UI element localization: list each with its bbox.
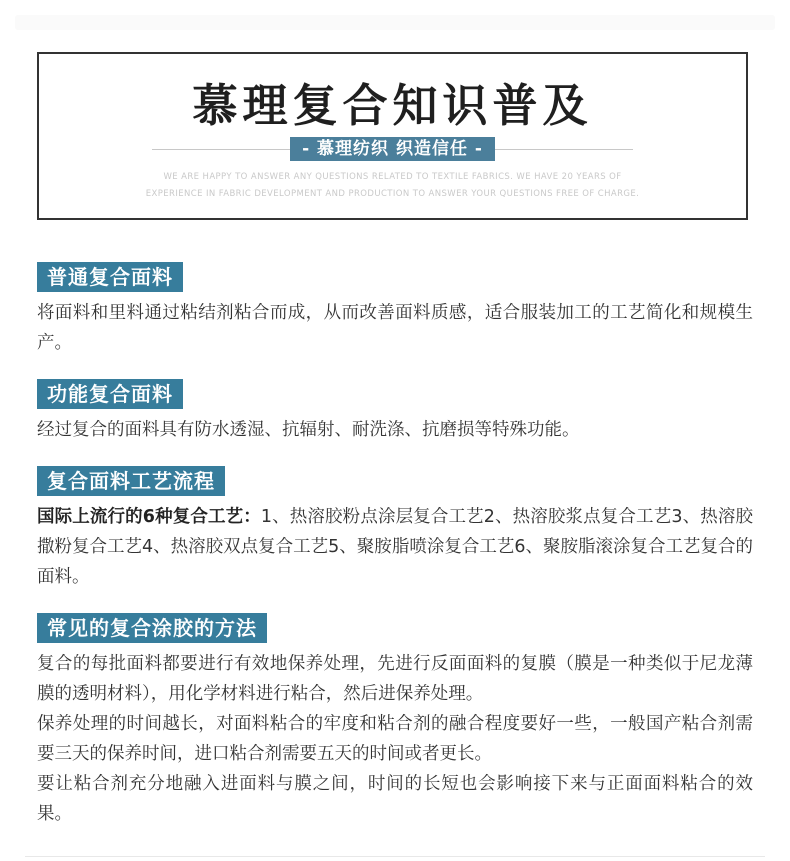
- brand-badge: - 慕理纺织 织造信任 -: [290, 137, 495, 161]
- header-banner: [37, 52, 748, 220]
- section-common-gluing-methods: [37, 613, 753, 829]
- section-paragraph: [37, 502, 753, 592]
- tagline-line-2: EXPERIENCE IN FABRIC DEVELOPMENT AND PRODUCTION TO ANSWER YOUR QUESTIONS FREE OF CHARGE.: [145, 189, 640, 199]
- section-heading: 常见的复合涂胶的方法: [37, 613, 267, 643]
- section-paragraph: 将面料和里料通过粘结剂粘合而成，从而改善面料质感，适合服装加工的工艺简化和规模生产。: [37, 303, 753, 353]
- section-paragraph: 保养处理的时间越长，对面料粘合的牢度和粘合剂的融合程度要好一些，一般国产粘合剂需要三天的保养时间，进口粘合剂需要五天的时间或者更长。: [37, 714, 753, 764]
- article-content: [37, 262, 753, 850]
- page-title: 慕理复合知识普及: [192, 79, 593, 132]
- badge-left-line: [152, 149, 290, 150]
- section-paragraph: 经过复合的面料具有防水透湿、抗辐射、耐洗涤、抗磨损等特殊功能。: [37, 420, 580, 440]
- section-heading: 普通复合面料: [37, 262, 183, 292]
- badge-right-line: [495, 149, 633, 150]
- section-functional-composite-fabric: [37, 379, 753, 445]
- section-heading: 复合面料工艺流程: [37, 466, 225, 496]
- section-heading: 功能复合面料: [37, 379, 183, 409]
- section-process-flow: [37, 466, 753, 592]
- section-paragraph: 要让粘合剂充分地融入进面料与膜之间，时间的长短也会影响接下来与正面面料粘合的效果。: [37, 774, 753, 824]
- section-paragraph: 复合的每批面料都要进行有效地保养处理，先进行反面面料的复膜（膜是一种类似于尼龙薄膜的透明材料），用化学材料进行粘合，然后进保养处理。: [37, 654, 753, 704]
- section-ordinary-composite-fabric: [37, 262, 753, 358]
- top-divider-bar: [15, 15, 775, 30]
- english-tagline: [39, 169, 746, 203]
- paragraph-lead-rest: 1、热溶胶粉点涂层复合工艺2、热溶胶浆点复合工艺3、热溶胶撒粉复合工艺4、热溶胶双点复合工艺5、聚胺脂喷涂复合工艺6、聚胺脂滚涂复合工艺复合的面料。: [37, 507, 753, 587]
- paragraph-lead-bold: 国际上流行的6种复合工艺：: [37, 507, 261, 527]
- brand-badge-row: [39, 137, 746, 161]
- bottom-divider-line: [25, 856, 765, 857]
- tagline-line-1: WE ARE HAPPY TO ANSWER ANY QUESTIONS RELATED TO TEXTILE FABRICS. WE HAVE 20 YEARS OF: [163, 172, 622, 182]
